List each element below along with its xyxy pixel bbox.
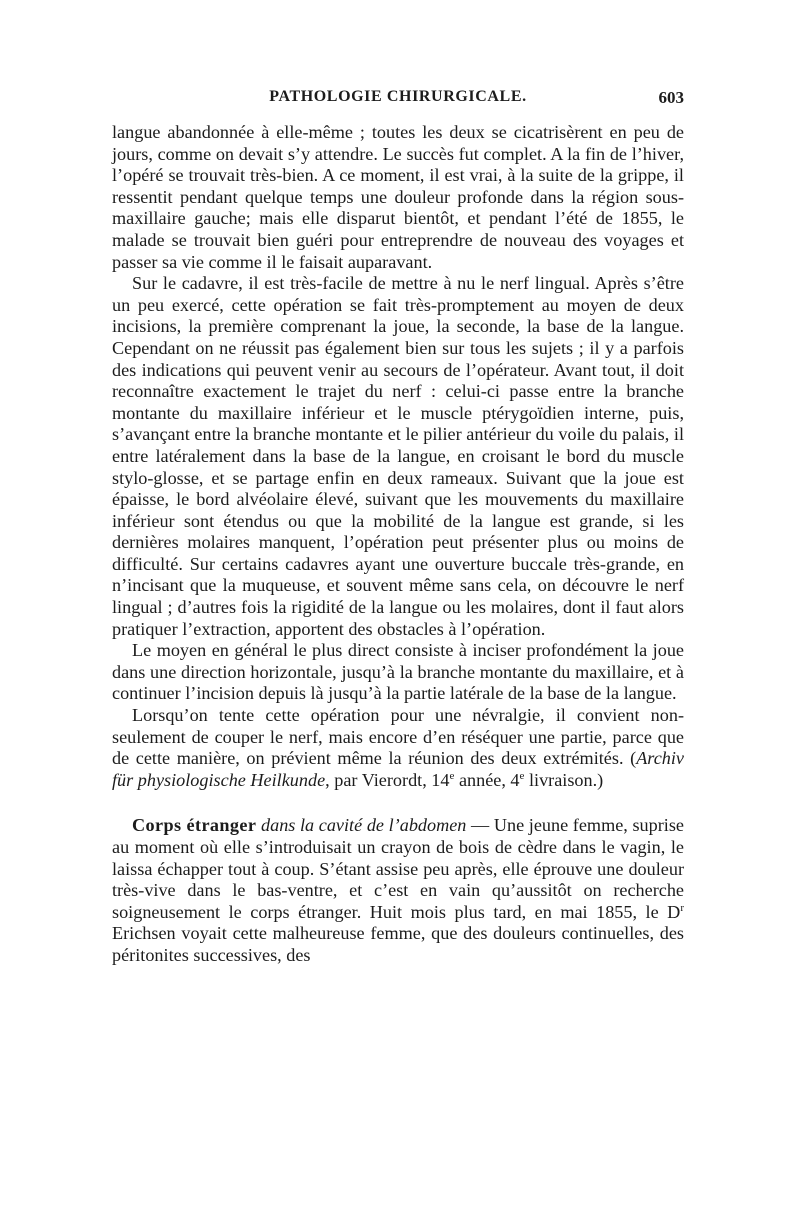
title-superscript: r (680, 901, 684, 914)
source-author: , par Vierordt, 14 (325, 769, 450, 790)
neuralgia-text: Lorsqu’on tente cette opération pour une névralgie, il convient non-seulement de couper le nerf, mais encore d’en réséquer une partie, parce que de cette manière, on prévient même la réunion des deux extrémités. ( (112, 705, 684, 769)
source-journal: Archiv für physiologische Heilkunde (112, 748, 684, 790)
section-heading: Corps étranger (132, 815, 257, 836)
paragraph-neuralgia (112, 705, 684, 791)
foreign-body-text-end: Erichsen voyait cette malheureuse femme, que des douleurs continuelles, des péritonites successives, des (112, 923, 684, 965)
ordinal-superscript: e (519, 769, 525, 782)
page-number: 603 (658, 88, 684, 107)
body-text (112, 122, 684, 967)
running-title: PATHOLOGIE CHIRURGICALE. (269, 88, 527, 105)
paragraph-continued: langue abandonnée à elle-même ; toutes les deux se cicatrisèrent en peu de jours, comme on devait s’y attendre. Le succès fut complet. A la fin de l’hiver, l’opéré se trouvait très-bien. A ce moment, il est vrai, à la suite de la grippe, il ressentit pendant quelque temps une douleur profonde dans la région sous-maxillaire gauche; mais elle disparut bientôt, et pendant l’été de 1855, le malade se trouvait bien guéri pour entreprendre de nouveau des voyages et passer sa vie comme il le faisait auparavant. (112, 122, 684, 272)
paragraph-foreign-body (112, 815, 684, 966)
ordinal-superscript: e (449, 769, 455, 782)
section-subheading: dans la cavité de l’abdomen (256, 815, 467, 836)
running-header (112, 88, 684, 114)
source-issue: livraison.) (524, 769, 604, 790)
source-year: année, 4 (454, 769, 520, 790)
foreign-body-text: — Une jeune femme, suprise au moment où elle s’introduisait un crayon de bois de cèdre dans le vagin, le laissa échapper tout à coup. S’étant assise peu après, elle éprouve une douleur très-vive dans le bas-ventre, et c’est en vain qu’aussitôt on recherche soigneusement le corps étranger. Huit mois plus tard, en mai 1855, le D (112, 815, 684, 922)
paragraph-cadaver: Sur le cadavre, il est très-facile de mettre à nu le nerf lingual. Après s’être un peu exercé, cette opération se fait très-promptement au moyen de deux incisions, la première comprenant la joue, la seconde, la base de la langue. Cependant on ne réussit pas également bien sur tous les sujets ; il y a parfois des indications qui peuvent venir au secours de l’opérateur. Avant tout, il doit reconnaître exactement le trajet du nerf : celui-ci passe entre la branche montante du maxillaire inférieur et le muscle ptérygoïdien interne, puis, s’avançant entre la branche montante et le pilier antérieur du voile du palais, il entre latéralement dans la base de la langue, en croisant le bord du muscle stylo-glosse, et se partage enfin en deux rameaux. Suivant que la joue est épaisse, le bord alvéolaire élevé, suivant que les mouvements du maxillaire inférieur sont étendus ou que la mobilité de la langue est grande, si les dernières molaires manquent, l’opération peut présenter plus ou moins de difficulté. Sur certains cadavres ayant une ouverture buccale très-grande, en n’incisant que la muqueuse, et souvent même sans cela, on découvre le nerf lingual ; d’autres fois la rigidité de la langue ou les molaires, dont il faut alors pratiquer l’extraction, apportent des obstacles à l’opération. (112, 273, 684, 639)
section-gap (112, 791, 684, 815)
paragraph-method: Le moyen en général le plus direct consiste à inciser profondément la joue dans une direction horizontale, jusqu’à la branche montante du maxillaire, et à continuer l’incision depuis là jusqu’à la partie latérale de la base de la langue. (112, 640, 684, 704)
